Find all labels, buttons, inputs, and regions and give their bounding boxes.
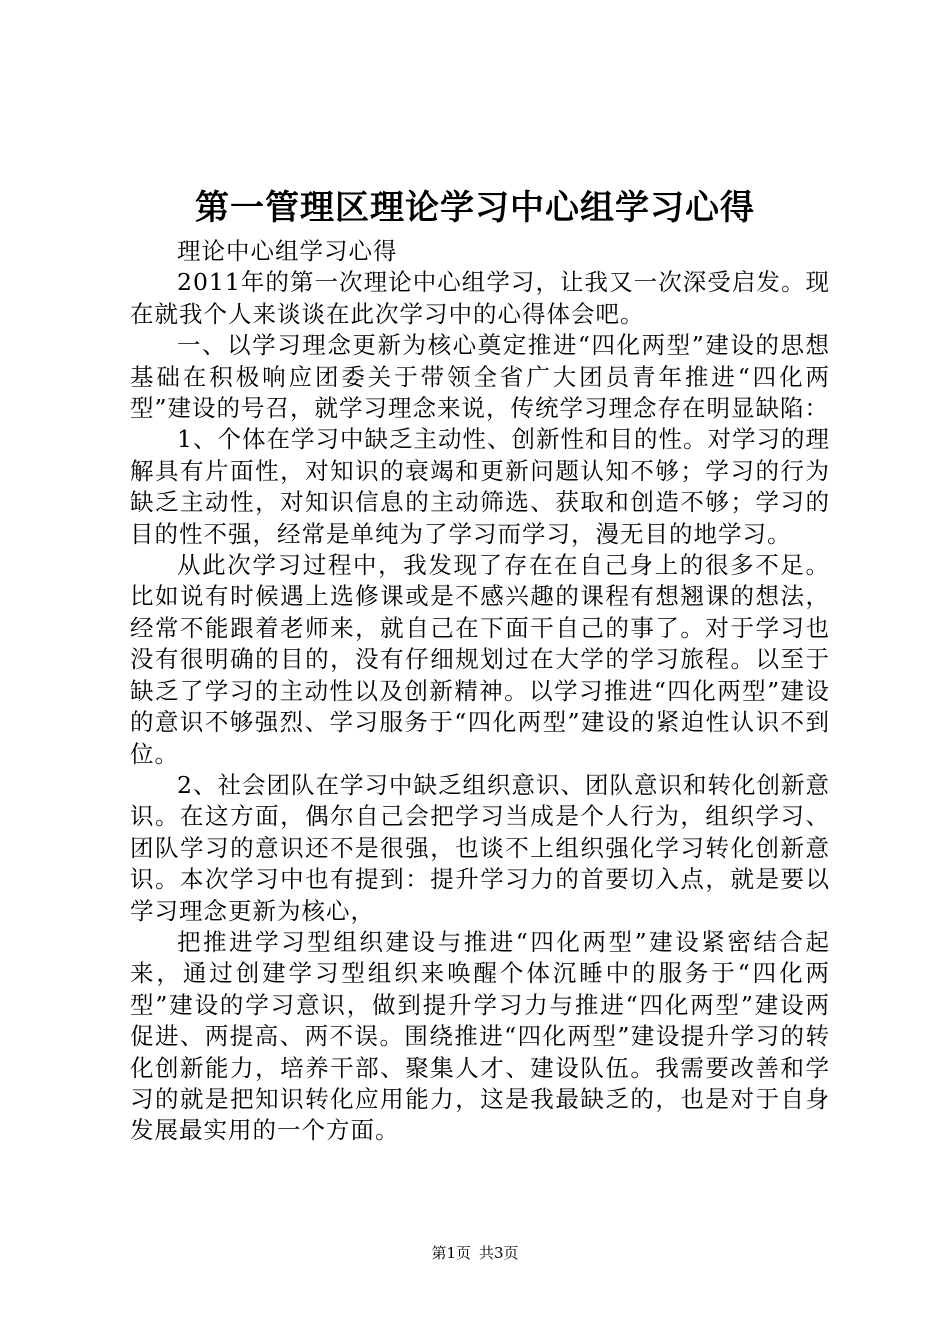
paragraph-reflection: 从此次学习过程中，我发现了存在在自己身上的很多不足。比如说有时候遇上选修课或是不感兴趣的课程有想翘课的想法，经常不能跟着老师来，就自己在下面干自己的事了。对于学习也没有很明确的目的，没有仔细规划过在大学的学习旅程。以至于缺乏了学习的主动性以及创新精神。以学习推进“四化两型”建设的意识不够强烈、学习服务于“四化两型”建设的紧迫性认识不到位。 bbox=[130, 551, 830, 768]
paragraph-subtitle: 理论中心组学习心得 bbox=[177, 237, 398, 265]
document-body bbox=[130, 236, 830, 1147]
paragraph-conclusion: 把推进学习型组织建设与推进“四化两型”建设紧密结合起来，通过创建学习型组织来唤醒个体沉睡中的服务于“四化两型”建设的学习意识，做到提升学习力与推进“四化两型”建设两促进、两提高、两不误。围绕推进“四化两型”建设提升学习的转化创新能力，培养干部、聚集人才、建设队伍。我需要改善和学习的就是把知识转化应用能力，这是我最缺乏的，也是对于自身发展最实用的一个方面。 bbox=[130, 927, 830, 1145]
paragraph-intro: 2011年的第一次理论中心组学习，让我又一次深受启发。现在就我个人来谈谈在此次学习中的心得体会吧。 bbox=[130, 268, 830, 328]
page-footer bbox=[0, 1243, 950, 1263]
paragraph-point-one: 1、个体在学习中缺乏主动性、创新性和目的性。对学习的理解具有片面性，对知识的衰竭和更新问题认知不够；学习的行为缺乏主动性，对知识信息的主动筛选、获取和创造不够；学习的目的性不强，经常是单纯为了学习而学习，漫无目的地学习。 bbox=[130, 425, 830, 548]
paragraph-section-one: 一、以学习理念更新为核心奠定推进“四化两型”建设的思想基础在积极响应团委关于带领全省广大团员青年推进“四化两型”建设的号召，就学习理念来说，传统学习理念存在明显缺陷： bbox=[130, 331, 830, 423]
page-number: 第1页 bbox=[431, 1244, 471, 1262]
paragraph-point-two: 2、社会团队在学习中缺乏组织意识、团队意识和转化创新意识。在这方面，偶尔自己会把学习当成是个人行为，组织学习、团队学习的意识还不是很强，也谈不上组织强化学习转化创新意识。本次学习中也有提到：提升学习力的首要切入点，就是要以学习理念更新为核心， bbox=[130, 770, 830, 925]
document-title: 第一管理区理论学习中心组学习心得 bbox=[195, 188, 755, 228]
page-total: 共3页 bbox=[479, 1244, 519, 1262]
